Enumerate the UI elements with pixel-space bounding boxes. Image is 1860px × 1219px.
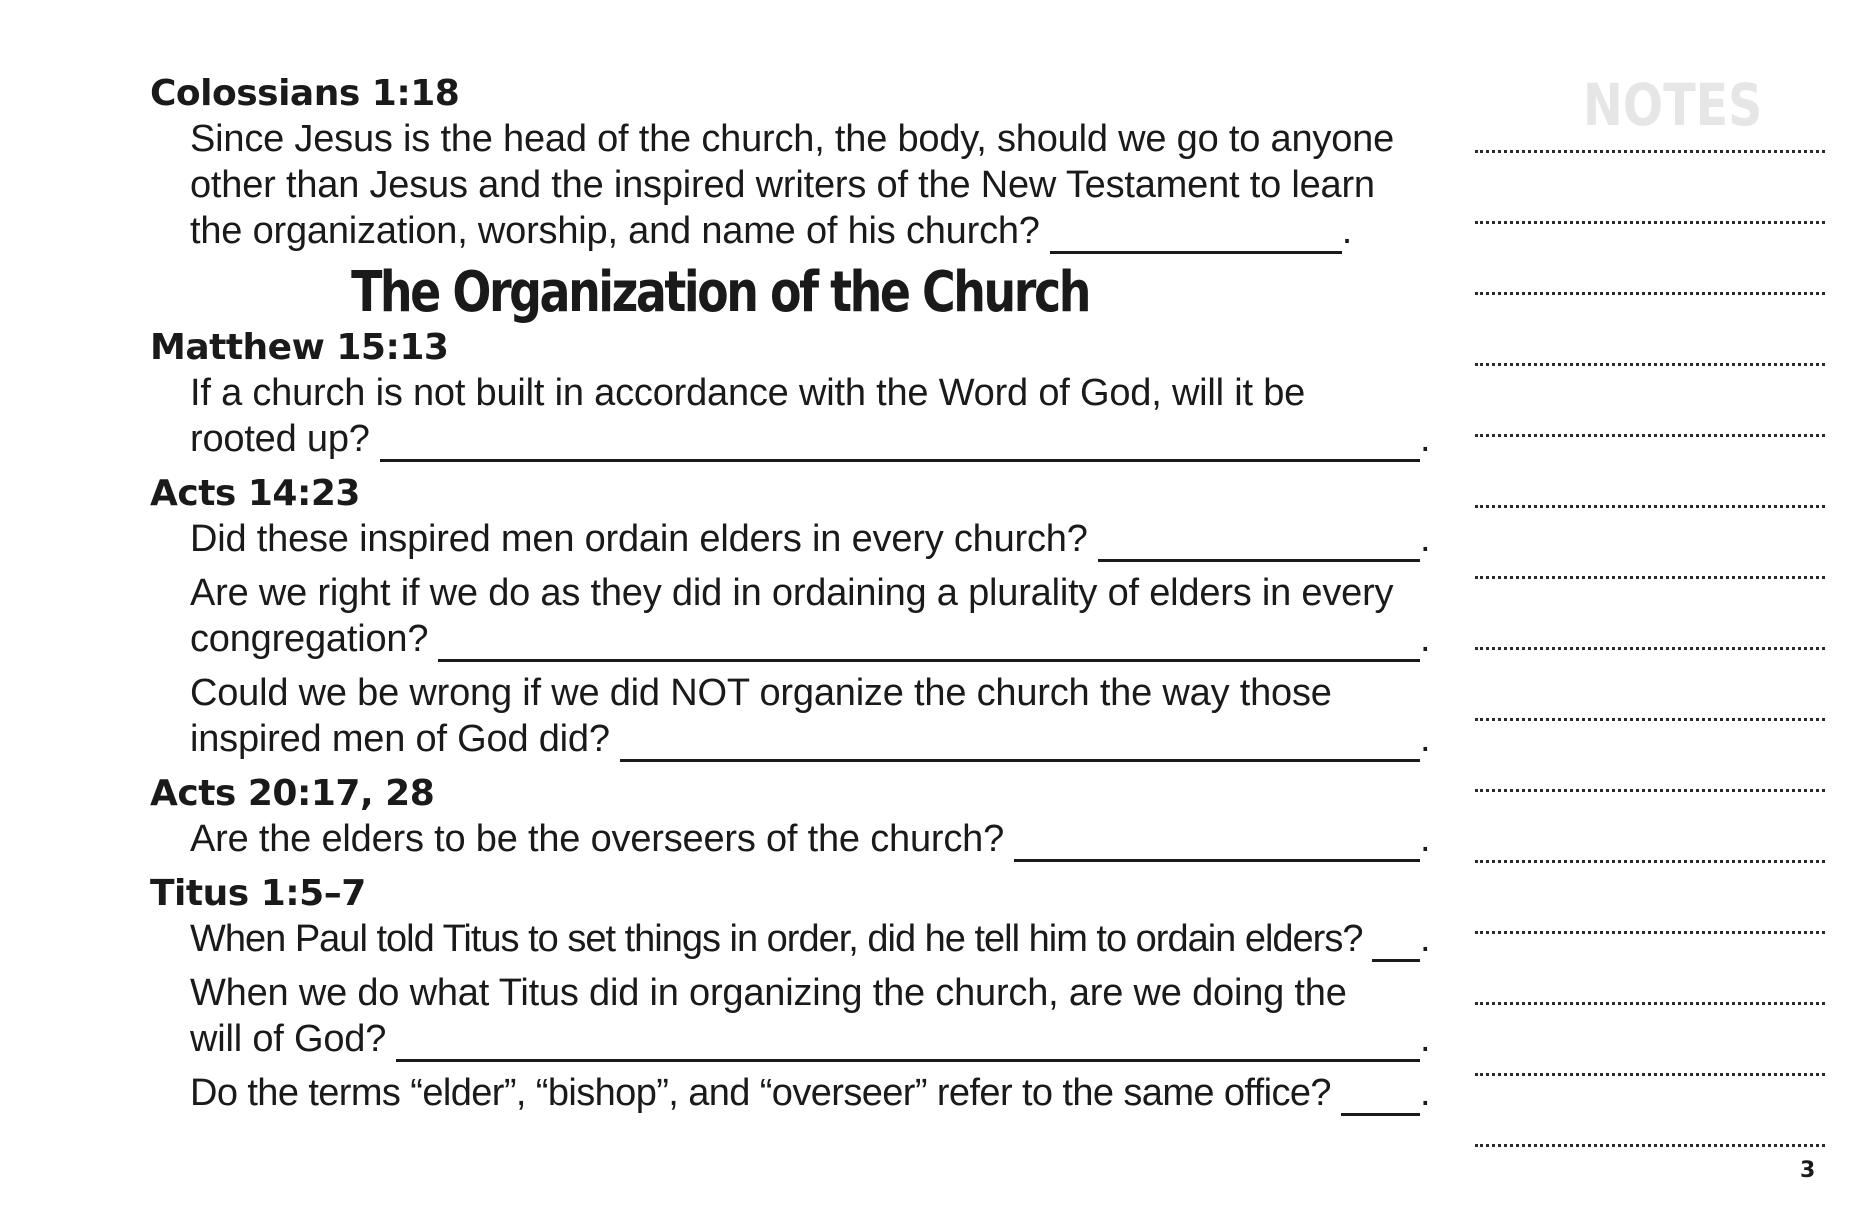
note-line[interactable] — [1475, 1002, 1825, 1005]
note-line[interactable] — [1475, 292, 1825, 295]
scripture-reference: Acts 14:23 — [150, 473, 360, 514]
answer-blank[interactable] — [620, 725, 1420, 762]
question-text: the organization, worship, and name of his church? — [190, 210, 1040, 252]
question-answer-row — [190, 716, 1430, 762]
study-content — [150, 72, 1430, 1116]
page-number: 3 — [1800, 1158, 1816, 1183]
question-answer-row — [190, 1070, 1430, 1116]
question-answer-row — [190, 1016, 1430, 1062]
note-line[interactable] — [1475, 221, 1825, 224]
question-answer-row — [190, 516, 1430, 562]
note-line[interactable] — [1475, 789, 1825, 792]
question-text: rooted up? — [190, 418, 370, 460]
period: . — [1420, 618, 1431, 660]
period: . — [1420, 1018, 1431, 1060]
note-line[interactable] — [1475, 505, 1825, 508]
question-text: other than Jesus and the inspired writers of the New Testament to learn — [190, 164, 1375, 206]
period: . — [1420, 418, 1431, 460]
note-line[interactable] — [1475, 931, 1825, 934]
section-heading: The Organization of the Church — [351, 260, 1089, 325]
question-text: Since Jesus is the head of the church, the body, should we go to anyone — [190, 118, 1395, 160]
period: . — [1420, 518, 1431, 560]
answer-blank[interactable] — [438, 625, 1420, 662]
question-text: Are the elders to be the overseers of the church? — [190, 818, 1005, 860]
answer-blank[interactable] — [380, 425, 1420, 462]
question-answer-row — [190, 416, 1430, 462]
note-line[interactable] — [1475, 150, 1825, 153]
period: . — [1420, 818, 1431, 860]
question-answer-row — [190, 816, 1430, 862]
answer-blank[interactable] — [396, 1025, 1420, 1062]
answer-blank[interactable] — [1014, 825, 1420, 862]
question-text: Do the terms “elder”, “bishop”, and “overseer” refer to the same office? — [190, 1072, 1331, 1114]
question-text: will of God? — [190, 1018, 387, 1060]
period: . — [1420, 1072, 1431, 1114]
note-line[interactable] — [1475, 434, 1825, 437]
note-line[interactable] — [1475, 1144, 1825, 1147]
question-text: If a church is not built in accordance with the Word of God, will it be — [190, 372, 1306, 414]
scripture-reference: Titus 1:5–7 — [150, 873, 366, 914]
note-line[interactable] — [1475, 860, 1825, 863]
note-line[interactable] — [1475, 647, 1825, 650]
answer-blank[interactable] — [1341, 1079, 1420, 1116]
answer-blank[interactable] — [1098, 525, 1420, 562]
question-text: When we do what Titus did in organizing the church, are we doing the — [190, 972, 1347, 1014]
period: . — [1420, 918, 1431, 960]
answer-blank[interactable] — [1050, 217, 1342, 254]
note-line[interactable] — [1475, 576, 1825, 579]
question-text: Are we right if we do as they did in ordaining a plurality of elders in every — [190, 572, 1394, 614]
answer-blank[interactable] — [1372, 925, 1420, 962]
question-text: Could we be wrong if we did NOT organize the church the way those — [190, 672, 1332, 714]
question-text: Did these inspired men ordain elders in every church? — [190, 518, 1088, 560]
question-text: When Paul told Titus to set things in order, did he tell him to ordain elders? — [190, 918, 1363, 960]
notes-title: NOTES — [1583, 71, 1763, 139]
scripture-reference: Matthew 15:13 — [150, 327, 449, 368]
scripture-reference: Colossians 1:18 — [150, 73, 460, 114]
notes-lines — [1475, 150, 1835, 1215]
period: . — [1341, 210, 1353, 252]
question-text: congregation? — [190, 618, 429, 660]
question-answer-row — [190, 208, 1430, 254]
question-answer-row — [190, 916, 1430, 962]
note-line[interactable] — [1475, 718, 1825, 721]
scripture-reference: Acts 20:17, 28 — [150, 773, 435, 814]
note-line[interactable] — [1475, 363, 1825, 366]
period: . — [1420, 718, 1431, 760]
question-text: inspired men of God did? — [190, 718, 610, 760]
note-line[interactable] — [1475, 1073, 1825, 1076]
question-answer-row — [190, 616, 1430, 662]
